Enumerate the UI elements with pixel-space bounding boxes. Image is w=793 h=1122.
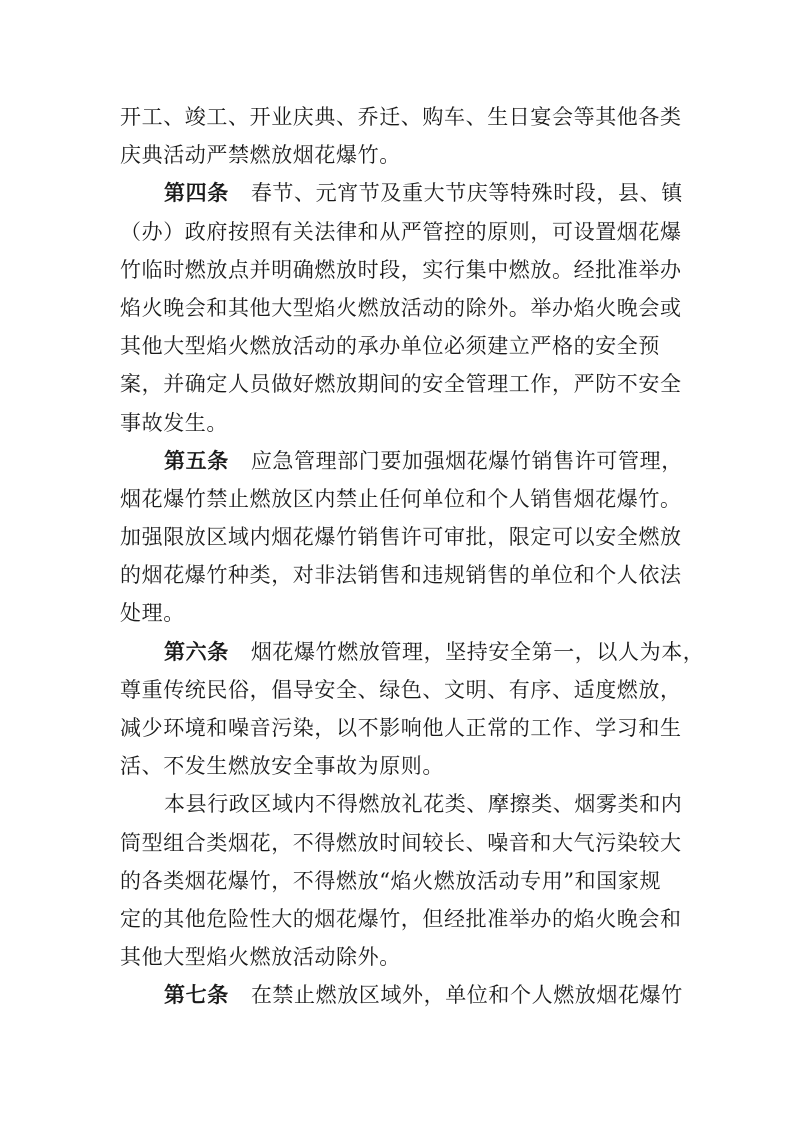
text-line: 的烟花爆竹种类，对非法销售和违规销售的单位和个人依法: [120, 563, 682, 588]
paragraph-continuation: [120, 98, 682, 174]
text-line: 春节、元宵节及重大节庆等特殊时段，县、镇: [250, 181, 683, 206]
document-body: [120, 98, 705, 1015]
text-line: 案，并确定人员做好燃放期间的安全管理工作，严防不安全: [120, 372, 682, 397]
text-line: 的各类烟花爆竹，不得燃放“焰火燃放活动专用”和国家规: [120, 868, 662, 893]
article-6-paragraph-2: [120, 785, 682, 976]
text-line: 处理。: [120, 601, 185, 626]
text-line: 烟花爆竹燃放管理，坚持安全第一，以人为本，: [250, 639, 705, 664]
article-6-paragraph: [120, 633, 705, 786]
article-first-line: [120, 976, 682, 1014]
text-line: 庆典活动严禁燃放烟花爆竹。: [120, 143, 401, 168]
text-line: 加强限放区域内烟花爆竹销售许可审批，限定可以安全燃放: [120, 525, 682, 550]
article-first-line: [120, 442, 682, 480]
text-line: 其他大型焰火燃放活动除外。: [120, 945, 401, 970]
text-line: 事故发生。: [120, 410, 228, 435]
text-line: 竹临时燃放点并明确燃放时段，实行集中燃放。经批准举办: [120, 257, 682, 282]
article-6-heading: 第六条: [164, 639, 229, 664]
text-line: 应急管理部门要加强烟花爆竹销售许可管理，: [250, 448, 683, 473]
text-line: 焰火晚会和其他大型焰火燃放活动的除外。举办焰火晚会或: [120, 295, 682, 320]
article-4-heading: 第四条: [164, 181, 229, 206]
article-4-paragraph: [120, 174, 682, 441]
text-line: 活、不发生燃放安全事故为原则。: [120, 754, 444, 779]
article-first-line: [120, 174, 682, 212]
article-first-line: [120, 633, 705, 671]
text-line: 筒型组合类烟花，不得燃放时间较长、噪音和大气污染较大: [120, 830, 682, 855]
text-line: 烟花爆竹禁止燃放区内禁止任何单位和个人销售烟花爆竹。: [120, 486, 682, 511]
article-5-heading: 第五条: [164, 448, 229, 473]
text-line: 本县行政区域内不得燃放礼花类、摩擦类、烟雾类和内: [164, 792, 683, 817]
article-5-paragraph: [120, 442, 682, 633]
text-line: 尊重传统民俗，倡导安全、绿色、文明、有序、适度燃放，: [120, 677, 682, 702]
text-line: 减少环境和噪音污染，以不影响他人正常的工作、学习和生: [120, 716, 682, 740]
article-7-paragraph: [120, 976, 682, 1014]
article-7-heading: 第七条: [164, 983, 229, 1008]
text-line: 开工、竣工、开业庆典、乔迁、购车、生日宴会等其他各类: [120, 105, 682, 129]
text-line: 在禁止燃放区域外，单位和个人燃放烟花爆竹: [250, 983, 683, 1008]
text-line: 其他大型焰火燃放活动的承办单位必须建立严格的安全预: [120, 334, 660, 359]
text-line: 定的其他危险性大的烟花爆竹，但经批准举办的焰火晚会和: [120, 906, 682, 931]
text-line: （办）政府按照有关法律和从严管控的原则，可设置烟花爆: [120, 219, 682, 244]
